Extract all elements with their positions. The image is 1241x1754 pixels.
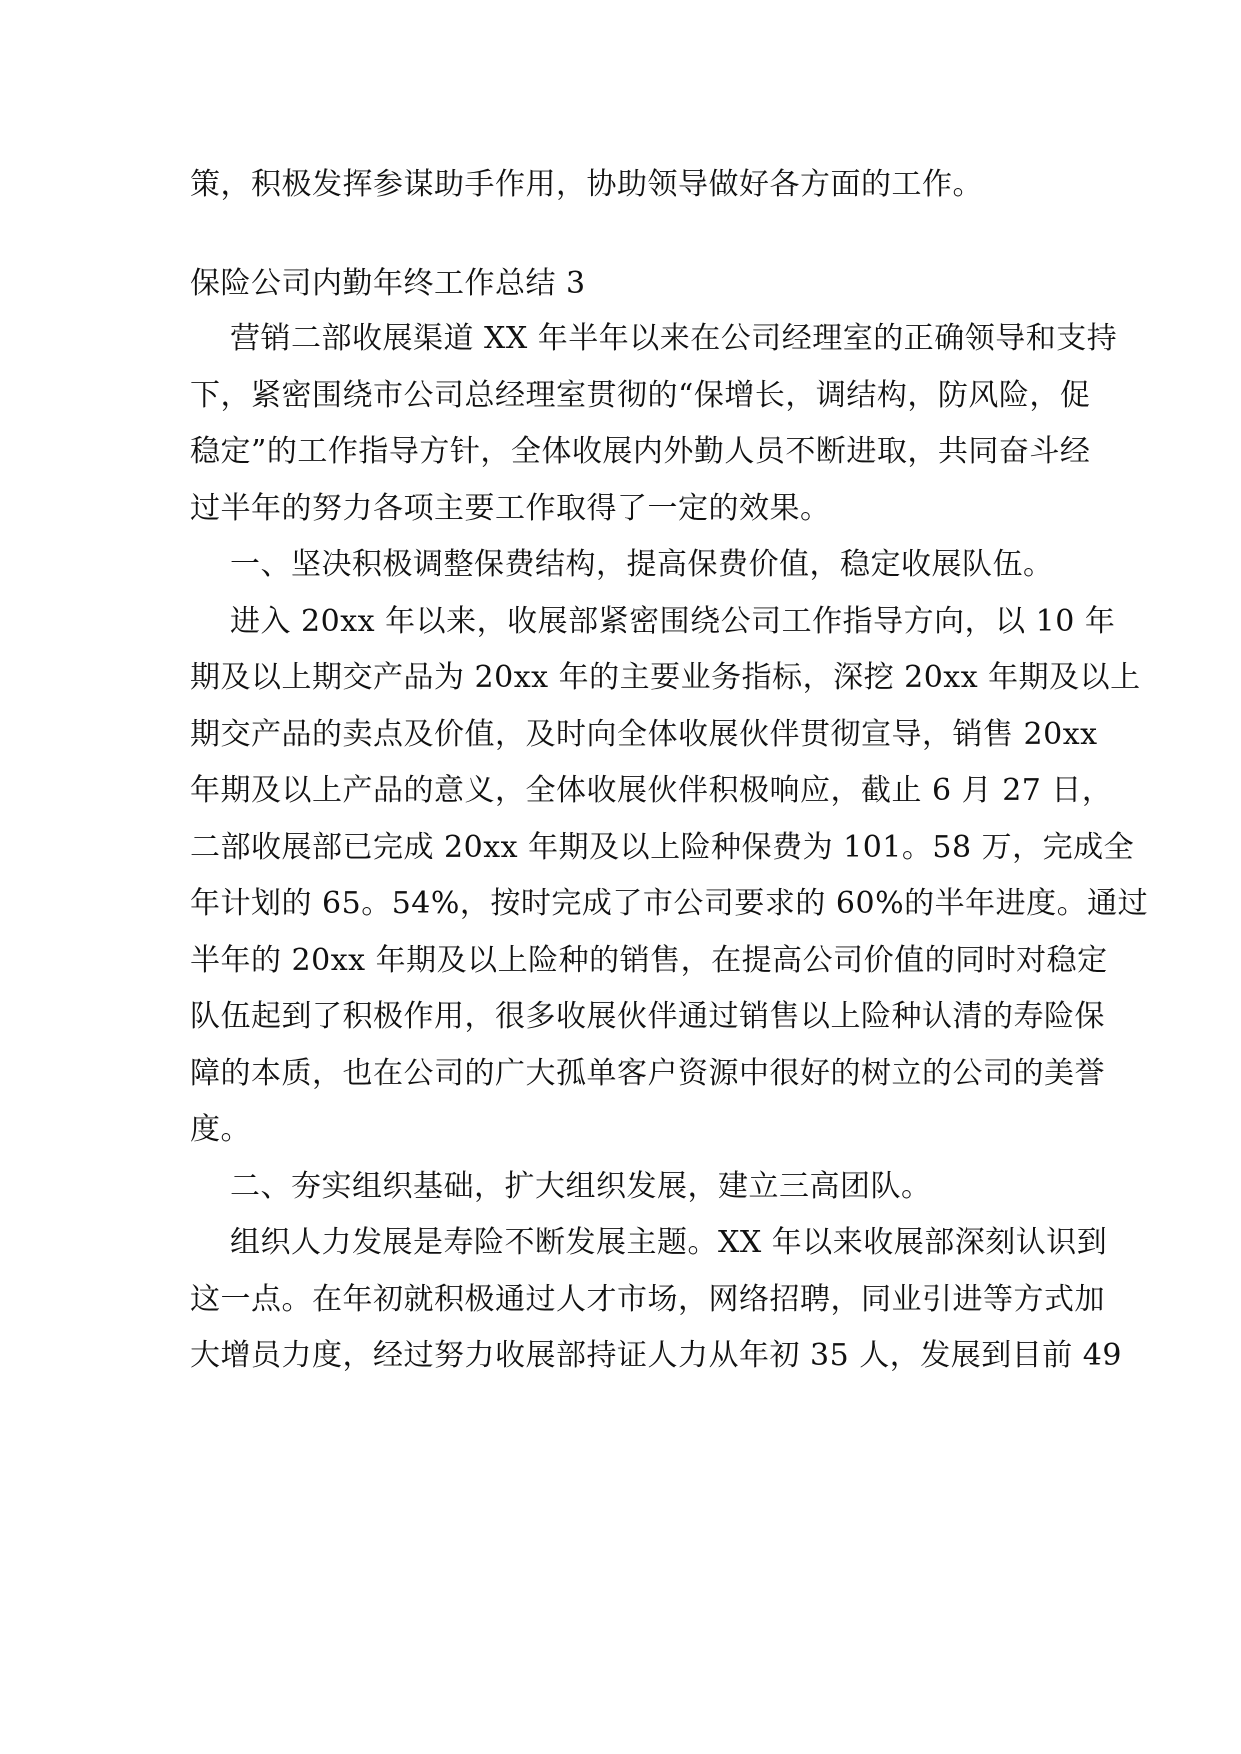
intro-tail-line: 策，积极发挥参谋助手作用，协助领导做好各方面的工作。	[190, 167, 983, 202]
paragraph-2-line-3: 期交产品的卖点及价值，及时向全体收展伙伴贯彻宣导，销售 20xx	[190, 717, 1098, 752]
section-heading: 保险公司内勤年终工作总结 3	[190, 266, 586, 301]
paragraph-2-line-4: 年期及以上产品的意义，全体收展伙伴积极响应，截止 6 月 27 日，	[190, 773, 1113, 808]
paragraph-3-line-3: 大增员力度，经过努力收展部持证人力从年初 35 人，发展到目前 49	[190, 1338, 1122, 1373]
paragraph-3-line-1: 组织人力发展是寿险不断发展主题。XX 年以来收展部深刻认识到	[230, 1225, 1108, 1260]
paragraph-1-line-2: 下，紧密围绕市公司总经理室贯彻的“保增长，调结构，防风险，促	[190, 378, 1091, 413]
paragraph-2-line-8: 队伍起到了积极作用，很多收展伙伴通过销售以上险种认清的寿险保	[190, 999, 1105, 1034]
paragraph-3-line-2: 这一点。在年初就积极通过人才市场，网络招聘，同业引进等方式加	[190, 1282, 1105, 1317]
paragraph-1-line-3: 稳定”的工作指导方针，全体收展内外勤人员不断进取，共同奋斗经	[190, 434, 1091, 469]
paragraph-2-line-5: 二部收展部已完成 20xx 年期及以上险种保费为 101。58 万，完成全	[190, 830, 1135, 865]
paragraph-2-line-2: 期及以上期交产品为 20xx 年的主要业务指标，深挖 20xx 年期及以上	[190, 660, 1141, 695]
paragraph-2-line-9: 障的本质，也在公司的广大孤单客户资源中很好的树立的公司的美誉	[190, 1056, 1105, 1091]
paragraph-1-line-1: 营销二部收展渠道 XX 年半年以来在公司经理室的正确领导和支持	[230, 321, 1118, 356]
paragraph-2-line-1: 进入 20xx 年以来，收展部紧密围绕公司工作指导方向，以 10 年	[230, 604, 1116, 639]
paragraph-1-line-4: 过半年的努力各项主要工作取得了一定的效果。	[190, 491, 831, 526]
section-1-title: 一、坚决积极调整保费结构，提高保费价值，稳定收展队伍。	[230, 547, 1054, 582]
paragraph-2-line-10: 度。	[190, 1112, 251, 1147]
paragraph-2-line-6: 年计划的 65。54%，按时完成了市公司要求的 60%的半年进度。通过	[190, 886, 1149, 921]
paragraph-2-line-7: 半年的 20xx 年期及以上险种的销售，在提高公司价值的同时对稳定	[190, 943, 1108, 978]
section-2-title: 二、夯实组织基础，扩大组织发展，建立三高团队。	[230, 1169, 932, 1204]
